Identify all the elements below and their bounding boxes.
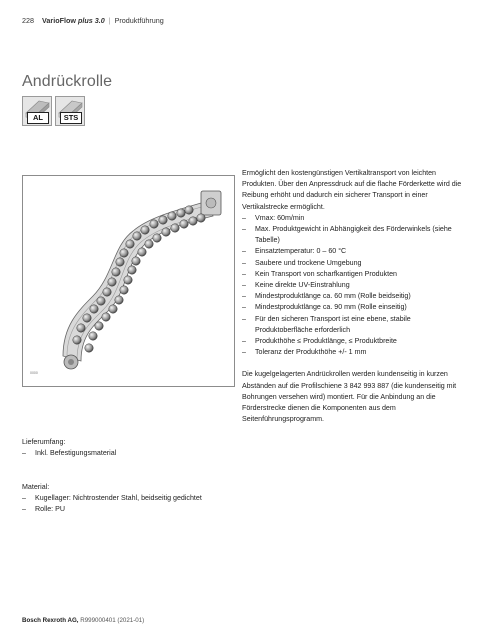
feature-item: – Toleranz der Produkthöhe +/- 1 mm (242, 348, 367, 357)
roller-wheel (126, 240, 134, 248)
figure-code: 0000 (30, 371, 38, 375)
roller-wheel (162, 228, 170, 236)
feature-item: – Einsatztemperatur: 0 – 60 °C (242, 247, 347, 256)
badge-sts-label: STS (60, 112, 82, 124)
description-intro: Ermöglicht den kostengünstigen Vertikaltransport von leichten Produkten. Über den Anpressdruck auf die flache Förderkette wird die Reibung erhöht und dadurch ein sicherer Transport in einer Vertikalstrecke ermöglicht. (242, 169, 462, 211)
roller-wheel (171, 224, 179, 232)
feature-item: – Mindestproduktlänge ca. 90 mm (Rolle einseitig) (242, 303, 407, 312)
roller-wheel (138, 248, 146, 256)
roller-wheel (141, 226, 149, 234)
roller-wheel (189, 217, 197, 225)
roller-wheel (77, 324, 85, 332)
material-item: – Kugellager: Nichtrostender Stahl, beidseitig gedichtet (22, 494, 202, 503)
roller-wheel (116, 258, 124, 266)
product-name: VarioFlow (42, 16, 76, 25)
company-name: Bosch Rexroth AG, (22, 617, 79, 624)
roller-wheel (103, 288, 111, 296)
header-separator: | (108, 16, 111, 25)
roller-wheel (120, 286, 128, 294)
roller-wheel (95, 322, 103, 330)
roller-wheel (128, 266, 136, 274)
feature-item: – Keine direkte UV-Einstrahlung (242, 281, 350, 290)
feature-item: – Vmax: 60m/min (242, 213, 305, 222)
roller-wheel (150, 220, 158, 228)
section-name: Produktführung (114, 16, 164, 25)
roller-wheel (115, 296, 123, 304)
feature-item: – Produkthöhe ≤ Produktlänge, ≤ Produktbreite (242, 337, 397, 346)
feature-item: – Max. Produktgewicht in Abhängigkeit des Förderwinkels (siehe Tabelle) (242, 225, 452, 245)
material-item: – Rolle: PU (22, 505, 65, 514)
roller-wheel (112, 268, 120, 276)
roller-wheel (197, 214, 205, 222)
feature-item: – Saubere und trockene Umgebung (242, 258, 362, 267)
roller-wheel (132, 257, 140, 265)
feature-item: – Für den sicheren Transport ist eine ebene, stabile Produktoberfläche erforderlich (242, 314, 411, 334)
roller-wheel (180, 220, 188, 228)
roller-wheel (177, 209, 185, 217)
roller-wheel (109, 305, 117, 313)
product-figure (22, 175, 235, 387)
feature-item: – Kein Transport von scharfkantigen Produkten (242, 269, 397, 278)
roller-wheel (83, 314, 91, 322)
page-footer (22, 617, 144, 624)
scope-item: – Inkl. Befestigungsmaterial (22, 449, 117, 458)
roller-wheel (120, 249, 128, 257)
feature-list (242, 213, 467, 359)
roller-wheel (185, 206, 193, 214)
scope-heading: Lieferumfang: (22, 438, 66, 446)
feature-item: – Mindestproduktlänge ca. 60 mm (Rolle beidseitig) (242, 292, 411, 301)
product-version: plus 3.0 (77, 16, 105, 25)
material-section (22, 482, 202, 516)
badge-sts (55, 96, 85, 126)
material-badges (22, 96, 85, 126)
roller-wheel (85, 344, 93, 352)
curved-conveyor-illustration (23, 176, 234, 386)
badge-al (22, 96, 52, 126)
scope-of-delivery (22, 437, 116, 459)
roller-wheel (133, 232, 141, 240)
badge-al-label: AL (27, 112, 49, 124)
roller-wheel (89, 332, 97, 340)
page-header (22, 16, 164, 25)
roller-wheel (90, 305, 98, 313)
document-number: R999000401 (2021-01) (80, 617, 145, 624)
roller-wheel (159, 216, 167, 224)
roller-wheel (153, 234, 161, 242)
roller-wheel (168, 212, 176, 220)
description (242, 168, 467, 425)
description-mounting: Die kugelgelagerten Andrückrollen werden kundenseitig in kurzen Abständen auf die Profilschiene 3 842 993 887 (die kundenseitig mit Bohrungen versehen wird) montiert. Für die Anbindung an die Förderstrecke dienen die Komponenten aus dem Seitenführungsprogramm. (242, 370, 457, 424)
roller-wheel (102, 313, 110, 321)
roller-wheel (145, 240, 153, 248)
roller-wheel (73, 336, 81, 344)
page-number: 228 (22, 16, 34, 25)
page-title: Andrückrolle (22, 72, 113, 90)
roller-wheel (97, 297, 105, 305)
roller-wheel (108, 278, 116, 286)
material-heading: Material: (22, 483, 50, 491)
roller-wheel (124, 276, 132, 284)
